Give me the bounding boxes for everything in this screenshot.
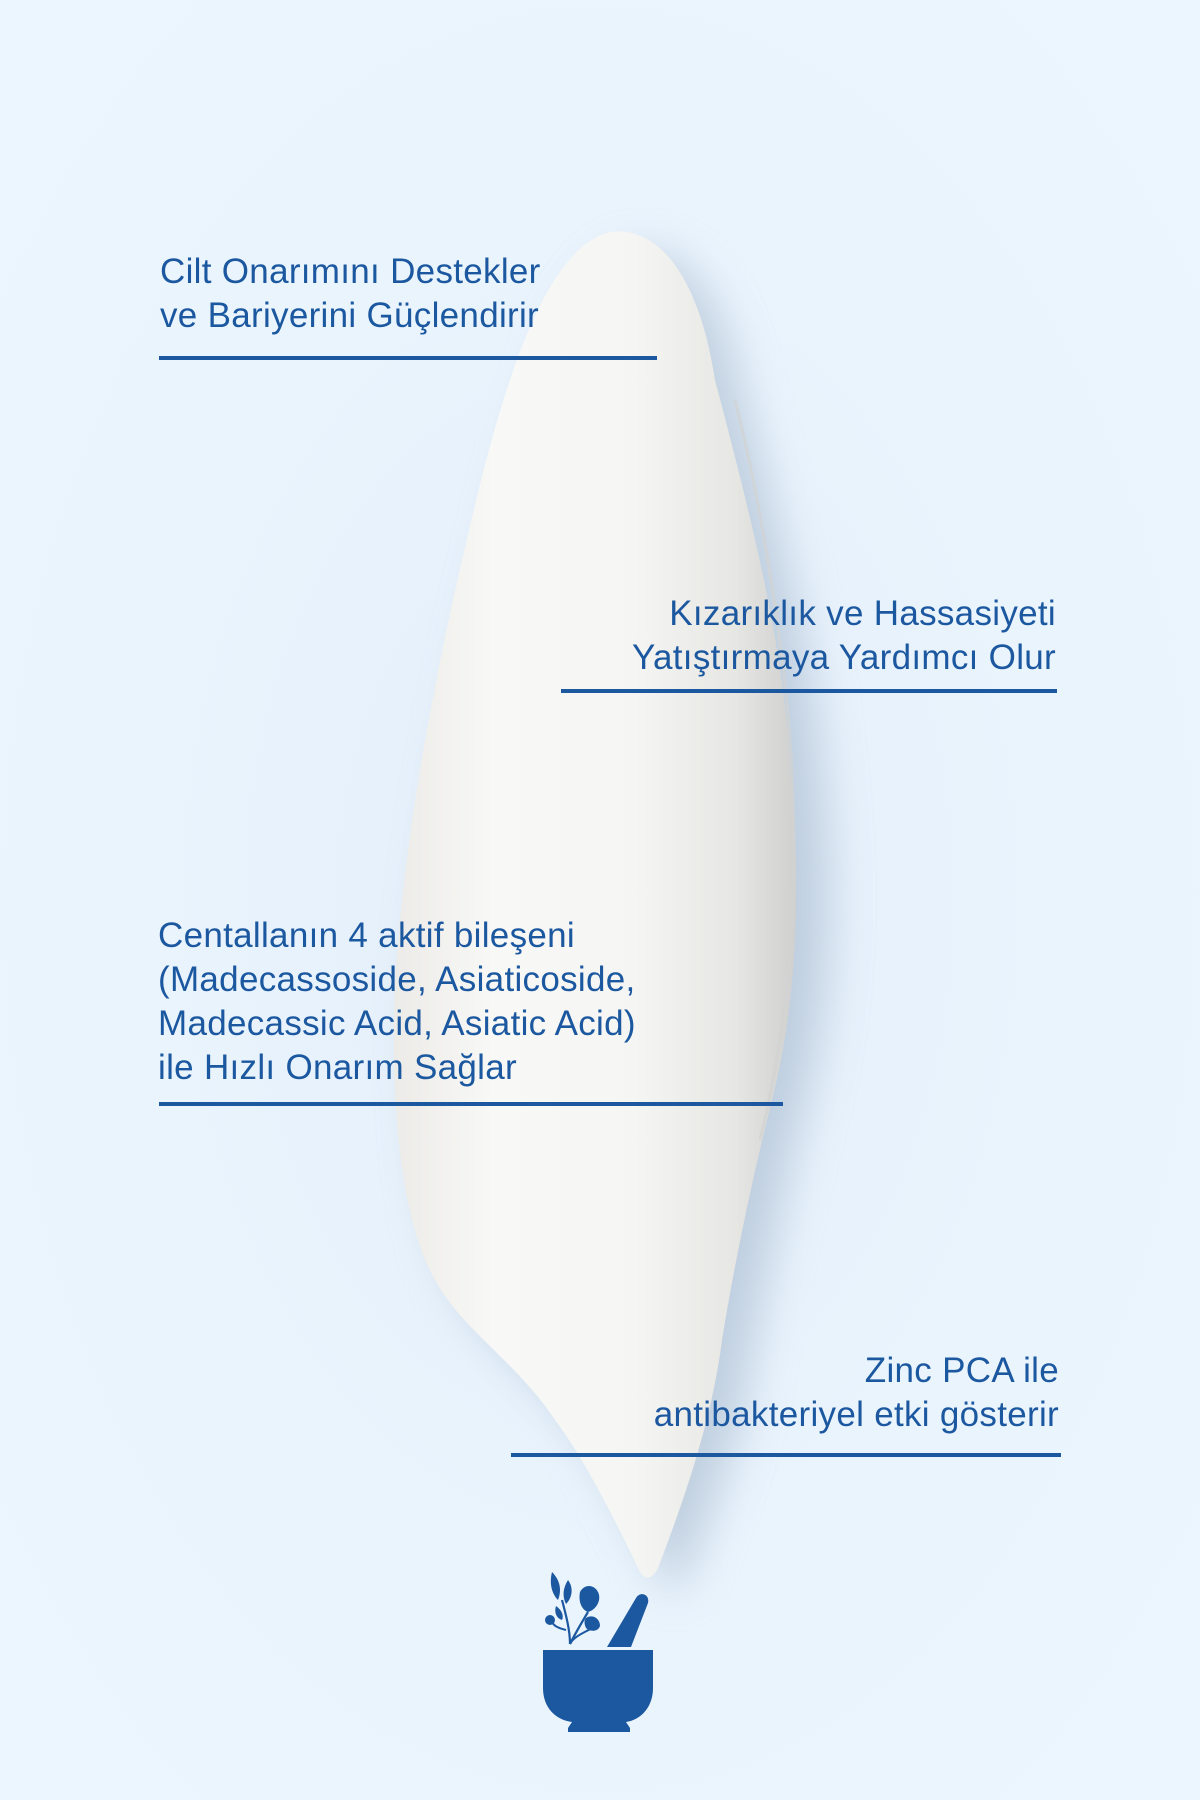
callout-text-line: ve Bariyerini Güçlendirir xyxy=(160,296,540,335)
callout-text-line: Zinc PCA ile xyxy=(864,1351,1059,1390)
divider-rule xyxy=(511,1453,1061,1457)
callout-skin-repair xyxy=(160,250,541,338)
callout-text-line: (Madecassoside, Asiaticoside, xyxy=(158,960,636,999)
callout-text-line: Yatıştırmaya Yardımcı Olur xyxy=(631,638,1056,677)
callout-text-line: ile Hızlı Onarım Sağlar xyxy=(158,1048,517,1087)
callout-redness-soothing xyxy=(632,592,1056,680)
divider-rule xyxy=(561,689,1057,693)
divider-rule xyxy=(159,1102,783,1106)
callout-zinc-pca xyxy=(654,1349,1059,1437)
callout-text-line: Madecassic Acid, Asiatic Acid) xyxy=(158,1004,636,1043)
mortar-pestle-herb-icon xyxy=(540,1570,660,1732)
callout-text-line: antibakteriyel etki gösterir xyxy=(653,1395,1059,1434)
callout-centella-actives xyxy=(158,914,636,1090)
divider-rule xyxy=(159,356,657,360)
callout-text-line: Cilt Onarımını Destekler xyxy=(160,252,541,291)
callout-text-line: Centallanın 4 aktif bileşeni xyxy=(158,916,575,955)
callout-text-line: Kızarıklık ve Hassasiyeti xyxy=(669,594,1056,633)
